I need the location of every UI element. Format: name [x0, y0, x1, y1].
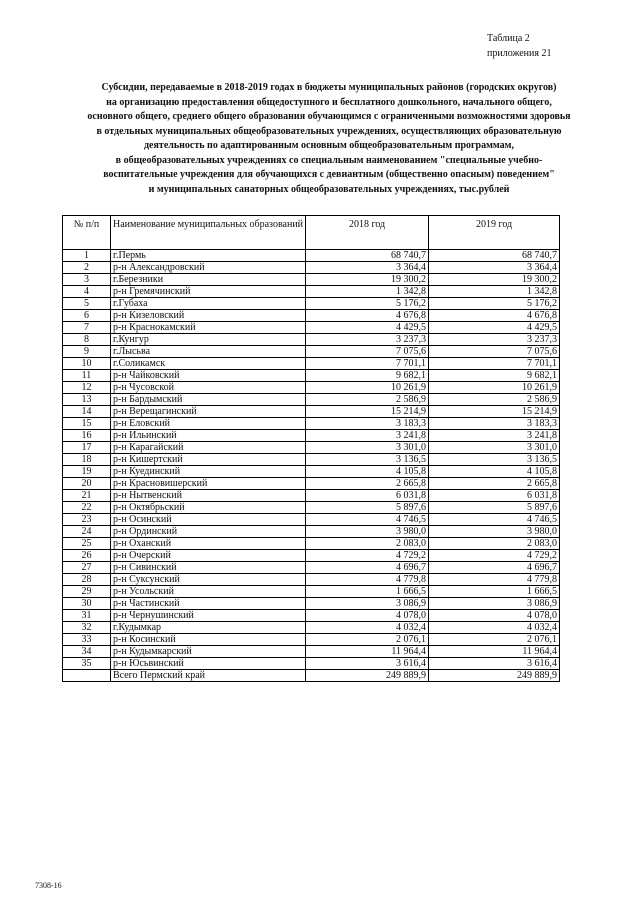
table-body: [63, 250, 560, 682]
value-2018: 4 729,2: [306, 550, 429, 562]
value-2018: 10 261,9: [306, 382, 429, 394]
table-row: [63, 250, 560, 262]
column-header-2019: 2019 год: [429, 216, 560, 250]
value-2019: 10 261,9: [429, 382, 560, 394]
municipality-name: р-н Куединский: [111, 466, 306, 478]
value-2018: 3 086,9: [306, 598, 429, 610]
total-row: [63, 670, 560, 682]
value-2019: 15 214,9: [429, 406, 560, 418]
value-2018: 3 980,0: [306, 526, 429, 538]
value-2019: 5 176,2: [429, 298, 560, 310]
row-number: 13: [63, 394, 111, 406]
value-2019: 3 616,4: [429, 658, 560, 670]
value-2019: 4 676,8: [429, 310, 560, 322]
value-2018: 2 076,1: [306, 634, 429, 646]
value-2018: 15 214,9: [306, 406, 429, 418]
value-2018: 4 746,5: [306, 514, 429, 526]
column-header-name: Наименование муниципальных образований: [111, 216, 306, 250]
value-2018: 4 696,7: [306, 562, 429, 574]
row-number: 4: [63, 286, 111, 298]
table-row: [63, 574, 560, 586]
value-2018: 3 241,8: [306, 430, 429, 442]
value-2018: 2 586,9: [306, 394, 429, 406]
title-line: Субсидии, передаваемые в 2018-2019 годах в бюджеты муниципальных районов (городских округов): [101, 82, 557, 93]
value-2019: 6 031,8: [429, 490, 560, 502]
table-row: [63, 274, 560, 286]
municipality-name: г.Губаха: [111, 298, 306, 310]
title-line: в отдельных муниципальных общеобразовательных учреждениях, осуществляющих образовательную: [96, 125, 562, 137]
table-row: [63, 634, 560, 646]
municipality-name: р-н Усольский: [111, 586, 306, 598]
value-2019: 3 980,0: [429, 526, 560, 538]
value-2018: 6 031,8: [306, 490, 429, 502]
table-row: [63, 430, 560, 442]
row-number: 29: [63, 586, 111, 598]
table-row: [63, 478, 560, 490]
value-2019: 11 964,4: [429, 646, 560, 658]
value-2018: 7 701,1: [306, 358, 429, 370]
value-2018: 3 136,5: [306, 454, 429, 466]
table-row: [63, 454, 560, 466]
table-row: [63, 658, 560, 670]
value-2018: 7 075,6: [306, 346, 429, 358]
municipality-name: р-н Юсьвинский: [111, 658, 306, 670]
row-number: 1: [63, 250, 111, 262]
row-number: 11: [63, 370, 111, 382]
municipality-name: р-н Осинский: [111, 514, 306, 526]
row-number: 9: [63, 346, 111, 358]
value-2019: 3 241,8: [429, 430, 560, 442]
municipality-name: г.Кунгур: [111, 334, 306, 346]
row-number: 12: [63, 382, 111, 394]
row-number: 33: [63, 634, 111, 646]
municipality-name: р-н Октябрьский: [111, 502, 306, 514]
value-2019: 9 682,1: [429, 370, 560, 382]
title-line: и муниципальных санаторных общеобразовательных учреждениях, тыс.рублей: [148, 183, 510, 195]
value-2018: 4 078,0: [306, 610, 429, 622]
municipality-name: р-н Очерский: [111, 550, 306, 562]
document-title: [55, 81, 603, 197]
municipality-name: р-н Ординский: [111, 526, 306, 538]
table-row: [63, 610, 560, 622]
value-2018: 3 183,3: [306, 418, 429, 430]
column-header-number: № п/п: [63, 216, 111, 250]
value-2019: 1 666,5: [429, 586, 560, 598]
value-2018: 5 897,6: [306, 502, 429, 514]
row-number: 15: [63, 418, 111, 430]
value-2018: 1 666,5: [306, 586, 429, 598]
row-number: 27: [63, 562, 111, 574]
value-2018: 3 364,4: [306, 262, 429, 274]
table-row: [63, 538, 560, 550]
table-row: [63, 442, 560, 454]
table-row: [63, 598, 560, 610]
municipality-name: р-н Чернушинский: [111, 610, 306, 622]
value-2018: 5 176,2: [306, 298, 429, 310]
row-number: 8: [63, 334, 111, 346]
value-2018: 1 342,8: [306, 286, 429, 298]
municipality-name: р-н Еловский: [111, 418, 306, 430]
table-row: [63, 334, 560, 346]
value-2019: 3 183,3: [429, 418, 560, 430]
title-line: воспитательные учреждения для обучающихся с девиантным (общественно опасным) поведением": [103, 169, 555, 180]
value-2019: 4 032,4: [429, 622, 560, 634]
value-2019: 4 746,5: [429, 514, 560, 526]
row-number: 20: [63, 478, 111, 490]
row-number: 31: [63, 610, 111, 622]
table-row: [63, 382, 560, 394]
table-row: [63, 622, 560, 634]
municipality-name: г.Соликамск: [111, 358, 306, 370]
row-number: 21: [63, 490, 111, 502]
row-number: 30: [63, 598, 111, 610]
table-row: [63, 322, 560, 334]
municipality-name: р-н Частинский: [111, 598, 306, 610]
value-2019: 3 237,3: [429, 334, 560, 346]
table-row: [63, 466, 560, 478]
row-number: 22: [63, 502, 111, 514]
value-2019: 249 889,9: [429, 670, 560, 682]
municipality-name: р-н Кишертский: [111, 454, 306, 466]
table-row: [63, 262, 560, 274]
value-2018: 2 665,8: [306, 478, 429, 490]
table-row: [63, 586, 560, 598]
row-number: 3: [63, 274, 111, 286]
row-number: 14: [63, 406, 111, 418]
value-2018: 4 779,8: [306, 574, 429, 586]
municipality-name: р-н Суксунский: [111, 574, 306, 586]
municipality-name: р-н Ильинский: [111, 430, 306, 442]
municipality-name: р-н Гремячинский: [111, 286, 306, 298]
row-number: 7: [63, 322, 111, 334]
row-number: 18: [63, 454, 111, 466]
value-2019: 2 665,8: [429, 478, 560, 490]
row-number: 28: [63, 574, 111, 586]
municipality-name: р-н Краснокамский: [111, 322, 306, 334]
table-row: [63, 562, 560, 574]
subsidy-table: [62, 215, 560, 682]
municipality-name: р-н Чусовской: [111, 382, 306, 394]
value-2018: 9 682,1: [306, 370, 429, 382]
title-line: в общеобразовательных учреждениях со специальным наименованием "специальные учебно-: [115, 154, 543, 166]
value-2019: 4 105,8: [429, 466, 560, 478]
municipality-name: р-н Верещагинский: [111, 406, 306, 418]
value-2019: 1 342,8: [429, 286, 560, 298]
municipality-name: р-н Сивинский: [111, 562, 306, 574]
table-row: [63, 514, 560, 526]
table-row: [63, 286, 560, 298]
municipality-name: р-н Чайковский: [111, 370, 306, 382]
row-number: 17: [63, 442, 111, 454]
row-number: 19: [63, 466, 111, 478]
row-number: 25: [63, 538, 111, 550]
row-number: 2: [63, 262, 111, 274]
row-number: 23: [63, 514, 111, 526]
value-2018: 4 105,8: [306, 466, 429, 478]
value-2018: 4 032,4: [306, 622, 429, 634]
municipality-name: г.Лысьва: [111, 346, 306, 358]
table-reference: [487, 31, 551, 61]
municipality-name: р-н Карагайский: [111, 442, 306, 454]
value-2019: 4 779,8: [429, 574, 560, 586]
municipality-name: р-н Оханский: [111, 538, 306, 550]
row-number: 6: [63, 310, 111, 322]
value-2019: 4 429,5: [429, 322, 560, 334]
table-row: [63, 406, 560, 418]
table-row: [63, 310, 560, 322]
value-2018: 11 964,4: [306, 646, 429, 658]
row-number: 26: [63, 550, 111, 562]
value-2019: 7 075,6: [429, 346, 560, 358]
table-row: [63, 526, 560, 538]
municipality-name: г.Кудымкар: [111, 622, 306, 634]
value-2018: 19 300,2: [306, 274, 429, 286]
value-2018: 4 429,5: [306, 322, 429, 334]
row-number: 10: [63, 358, 111, 370]
table-row: [63, 550, 560, 562]
value-2018: 2 083,0: [306, 538, 429, 550]
value-2018: 3 616,4: [306, 658, 429, 670]
title-line: деятельность по адаптированным основным общеобразовательным программам,: [144, 140, 514, 151]
value-2018: 249 889,9: [306, 670, 429, 682]
value-2019: 4 729,2: [429, 550, 560, 562]
table-row: [63, 346, 560, 358]
municipality-name: р-н Бардымский: [111, 394, 306, 406]
value-2019: 3 136,5: [429, 454, 560, 466]
appendix-number: приложения 21: [487, 48, 552, 59]
table-row: [63, 358, 560, 370]
value-2019: 5 897,6: [429, 502, 560, 514]
row-number: 24: [63, 526, 111, 538]
document-code: 7308-16: [35, 881, 62, 890]
municipality-name: р-н Красновишерский: [111, 478, 306, 490]
row-number: [63, 670, 111, 682]
value-2019: 3 301,0: [429, 442, 560, 454]
title-line: основного общего, среднего общего образования обучающимся с ограниченными возможностями здоровья: [87, 111, 571, 122]
table-header-row: [63, 216, 560, 250]
table-row: [63, 298, 560, 310]
value-2019: 7 701,1: [429, 358, 560, 370]
value-2019: 2 076,1: [429, 634, 560, 646]
row-number: 32: [63, 622, 111, 634]
row-number: 5: [63, 298, 111, 310]
value-2019: 2 586,9: [429, 394, 560, 406]
value-2019: 19 300,2: [429, 274, 560, 286]
value-2018: 68 740,7: [306, 250, 429, 262]
value-2019: 2 083,0: [429, 538, 560, 550]
value-2019: 68 740,7: [429, 250, 560, 262]
municipality-name: г.Березники: [111, 274, 306, 286]
value-2018: 3 237,3: [306, 334, 429, 346]
table-row: [63, 502, 560, 514]
municipality-name: р-н Кудымкарский: [111, 646, 306, 658]
table-row: [63, 370, 560, 382]
value-2019: 3 364,4: [429, 262, 560, 274]
table-number: Таблица 2: [487, 33, 530, 44]
title-line: на организацию предоставления общедоступного и бесплатного дошкольного, начального общего,: [106, 96, 552, 108]
value-2019: 3 086,9: [429, 598, 560, 610]
value-2018: 3 301,0: [306, 442, 429, 454]
value-2019: 4 078,0: [429, 610, 560, 622]
municipality-name: г.Пермь: [111, 250, 306, 262]
table-row: [63, 646, 560, 658]
table-row: [63, 490, 560, 502]
table-row: [63, 418, 560, 430]
municipality-name: Всего Пермский край: [111, 670, 306, 682]
table-row: [63, 394, 560, 406]
column-header-2018: 2018 год: [306, 216, 429, 250]
row-number: 35: [63, 658, 111, 670]
municipality-name: р-н Кизеловский: [111, 310, 306, 322]
value-2018: 4 676,8: [306, 310, 429, 322]
row-number: 16: [63, 430, 111, 442]
municipality-name: р-н Косинский: [111, 634, 306, 646]
municipality-name: р-н Александровский: [111, 262, 306, 274]
value-2019: 4 696,7: [429, 562, 560, 574]
municipality-name: р-н Нытвенский: [111, 490, 306, 502]
row-number: 34: [63, 646, 111, 658]
